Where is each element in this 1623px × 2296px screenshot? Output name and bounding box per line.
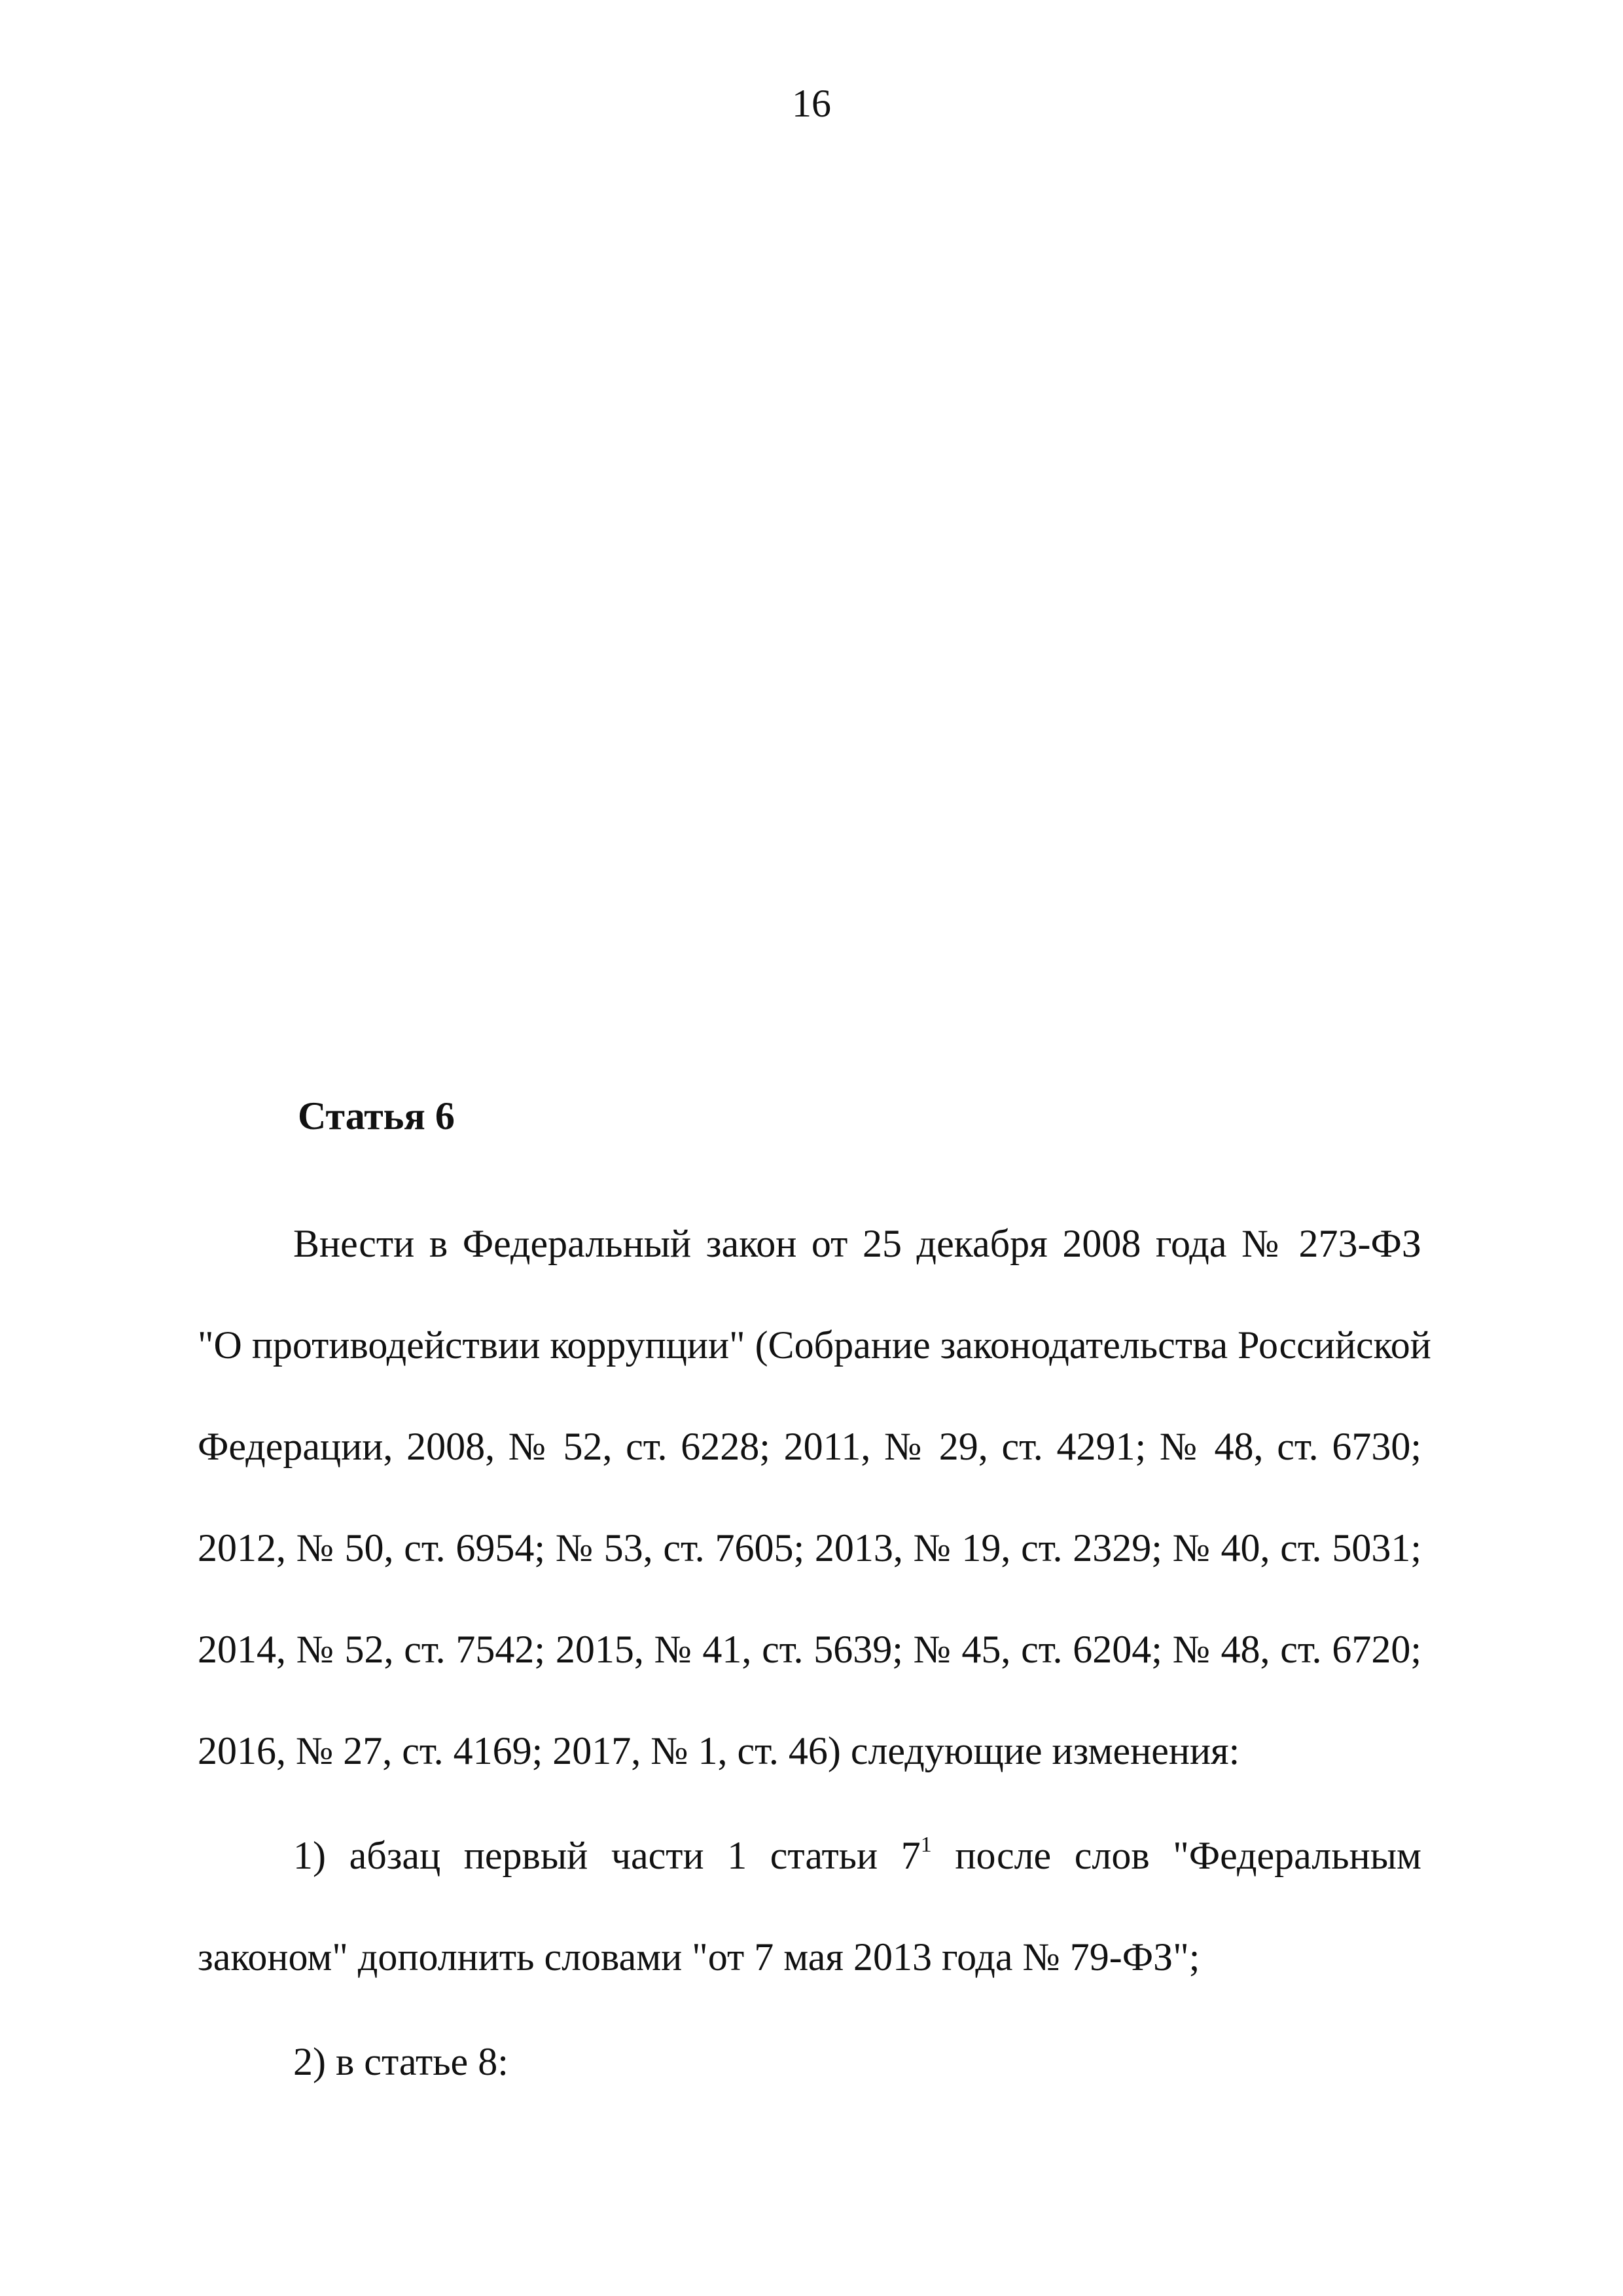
item-1-line-1 [293, 1829, 1421, 1882]
paragraph-line-3: Федерации, 2008, № 52, ст. 6228; 2011, № 29, ст. 4291; № 48, ст. 6730; [198, 1425, 1421, 1468]
item-2-line: 2) в статье 8: [293, 2040, 508, 2083]
item-1-text: 1) абзац первый части 1 статьи 7 [293, 1834, 921, 1877]
item-1-line-2: законом" дополнить словами "от 7 мая 2013 года № 79-ФЗ"; [198, 1935, 1200, 1979]
page-number: 16 [792, 82, 831, 125]
item-1-text-continued: после слов "Федеральным [931, 1834, 1421, 1877]
item-1-superscript: 1 [920, 1833, 932, 1857]
paragraph-line-1: Внести в Федеральный закон от 25 декабря 2008 года № 273-ФЗ [293, 1222, 1421, 1265]
paragraph-line-2: "О противодействии коррупции" (Собрание законодательства Российской [198, 1323, 1431, 1367]
paragraph-line-6: 2016, № 27, ст. 4169; 2017, № 1, ст. 46) следующие изменения: [198, 1729, 1240, 1772]
article-title: Статья 6 [298, 1094, 455, 1138]
paragraph-line-4: 2012, № 50, ст. 6954; № 53, ст. 7605; 2013, № 19, ст. 2329; № 40, ст. 5031; [198, 1526, 1421, 1570]
paragraph-line-5: 2014, № 52, ст. 7542; 2015, № 41, ст. 5639; № 45, ст. 6204; № 48, ст. 6720; [198, 1628, 1421, 1671]
